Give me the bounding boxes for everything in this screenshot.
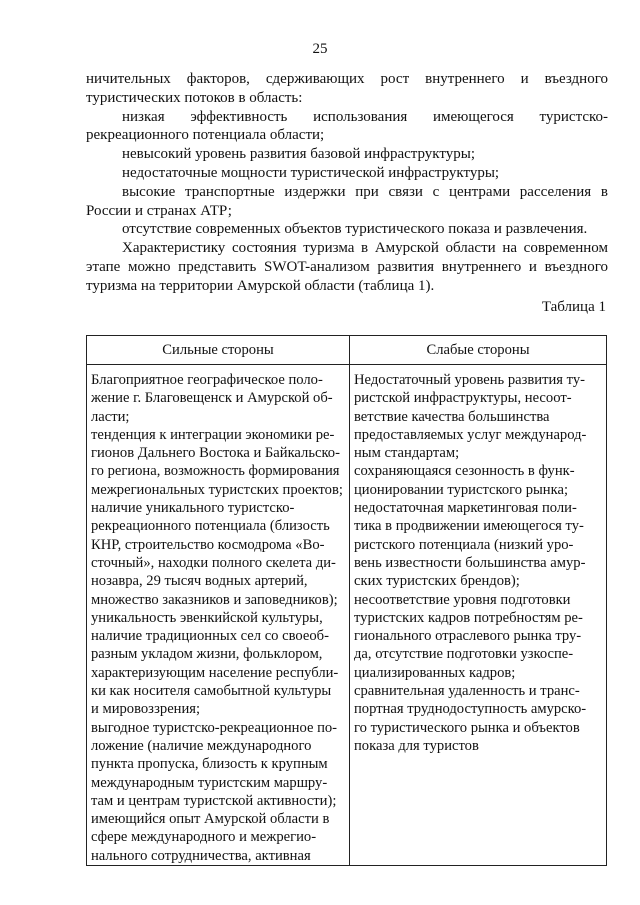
strengths-line: ласти; (91, 408, 130, 425)
weaknesses-line: гионального отраслевого рынка тру- (354, 628, 582, 645)
paragraph-factor-2: невысокий уровень развития базовой инфраструктуры; (122, 146, 475, 163)
body-text (86, 70, 608, 296)
weaknesses-line: Недостаточный уровень развития ту- (354, 372, 585, 388)
paragraph-factor-5: отсутствие современных объектов туристического показа и развлечения. (122, 221, 588, 238)
weaknesses-line: тика в продвижении имеющегося ту- (354, 518, 584, 535)
paragraph-swot-intro: Характеристику состояния туризма в Амурской области на современном этапе можно представить SWOT-анализом развития внутреннего и въездного туризма на территории Амурской области (таблица 1). (86, 240, 608, 294)
weaknesses-line: ристской инфраструктуры, несоот- (354, 390, 572, 407)
header-weaknesses: Слабые стороны (350, 336, 607, 365)
weaknesses-line: вень известности большинства амур- (354, 554, 586, 571)
weaknesses-line: недостаточная маркетинговая поли- (354, 500, 577, 517)
weaknesses-line: ских туристских брендов); (354, 573, 520, 590)
strengths-line: нозавра, 29 тысяч водных артерий, (91, 573, 308, 590)
strengths-line: имеющийся опыт Амурской области в (91, 811, 330, 828)
table-header-row (87, 336, 607, 365)
strengths-line: и мировоззрения; (91, 701, 201, 718)
weaknesses-line: ветствие качества большинства (354, 408, 550, 425)
weaknesses-line: туристских кадров потребностям ре- (354, 609, 583, 626)
page-number: 25 (312, 41, 328, 57)
weaknesses-line: да, отсутствие подготовки узкоспе- (354, 646, 574, 663)
strengths-line: жение г. Благовещенск и Амурской об- (91, 390, 333, 407)
strengths-line: сфере международного и межрегио- (91, 829, 317, 846)
weaknesses-line: ционировании туристского рынка; (354, 481, 569, 498)
swot-table (86, 335, 607, 866)
table-row (87, 365, 607, 866)
strengths-line: пункта пропуска, близость к крупным (91, 756, 328, 773)
weaknesses-line: предоставляемых услуг международ- (354, 426, 587, 443)
strengths-line: сточный», находки полного скелета ди- (91, 554, 336, 571)
strengths-line: межрегиональных туристских проектов; (91, 481, 343, 498)
weaknesses-line: несоответствие уровня подготовки (354, 591, 571, 608)
table-label: Таблица 1 (541, 299, 606, 315)
weaknesses-line: ристского потенциала (низкий уро- (354, 536, 574, 553)
strengths-line: рекреационного потенциала (близость (91, 518, 330, 535)
strengths-line: Благоприятное географическое поло- (91, 372, 323, 388)
strengths-line: наличие традиционных сел со своеоб- (91, 628, 329, 645)
paragraph-factor-3: недостаточные мощности туристической инфраструктуры; (122, 164, 500, 181)
weaknesses-line: циализированных кадров; (354, 664, 516, 681)
paragraph-factor-1: низкая эффективность использования имеющегося туристско-рекреационного потенциала области; (86, 108, 608, 144)
strengths-line: нального сотрудничества, активная (91, 847, 311, 864)
header-strengths: Сильные стороны (87, 336, 350, 365)
strengths-line: го региона, возможность формирования (91, 463, 340, 480)
weaknesses-line: сравнительная удаленность и транс- (354, 683, 580, 700)
strengths-line: характеризующим население республи- (91, 664, 339, 681)
strengths-line: там и центрам туристской активности); (91, 792, 337, 809)
strengths-line: ложение (наличие международного (91, 737, 312, 754)
strengths-cell (87, 365, 350, 866)
strengths-line: множество заказников и заповедников); (91, 591, 338, 608)
strengths-line: уникальность эвенкийской культуры, (91, 609, 323, 626)
strengths-line: КНР, строительство космодрома «Во- (91, 536, 325, 553)
strengths-line: тенденция к интеграции экономики ре- (91, 426, 335, 443)
strengths-line: гионов Дальнего Востока и Байкальско- (91, 445, 340, 462)
weaknesses-line: го туристического рынка и объектов (354, 719, 580, 736)
strengths-line: ки как носителя самобытной культуры (91, 683, 332, 700)
weaknesses-line: сохраняющаяся сезонность в функ- (354, 463, 575, 480)
paragraph-continuation: ничительных факторов, сдерживающих рост внутреннего и въездного туристических потоков в область: (86, 71, 608, 106)
weaknesses-line: ным стандартам; (354, 445, 460, 462)
weaknesses-line: портная труднодоступность амурско- (354, 701, 587, 718)
strengths-line: выгодное туристско-рекреационное по- (91, 719, 338, 736)
strengths-line: наличие уникального туристско- (91, 500, 295, 517)
weaknesses-line: показа для туристов (354, 737, 479, 754)
paragraph-factor-4: высокие транспортные издержки при связи с центрами расселения в России и странах АТР; (86, 183, 608, 219)
strengths-line: международным туристским маршру- (91, 774, 328, 791)
weaknesses-cell (350, 365, 607, 866)
strengths-line: разным укладом жизни, фольклором, (91, 646, 323, 663)
